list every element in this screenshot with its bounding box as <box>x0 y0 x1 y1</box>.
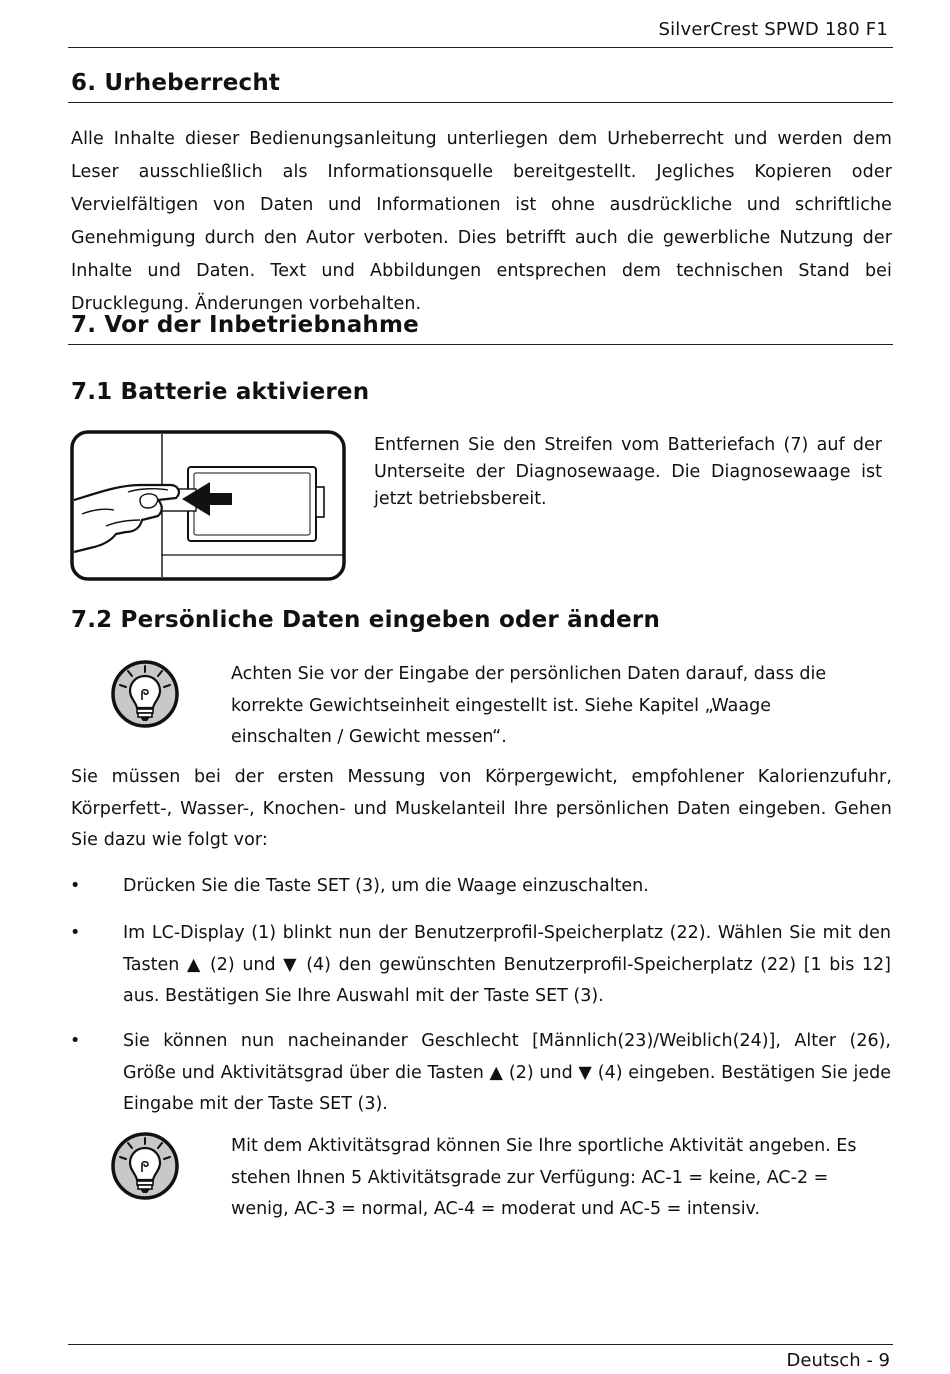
section-7-1-text: Entfernen Sie den Streifen vom Batteriefach (7) auf der Unterseite der Diagnosewaage. Die Diagnosewaage ist jetzt betriebsbereit. <box>374 435 882 509</box>
section-7-2-heading: 7.2 Persönliche Daten eingeben oder ändern <box>71 607 661 633</box>
bullet-marker: • <box>70 1031 81 1051</box>
lightbulb-icon <box>110 659 180 729</box>
bullet-item-3: Sie können nun nacheinander Geschlecht [Männlich(23)/Weiblich(24)], Alter (26), Größe und Aktivitätsgrad über die Tasten ▲ (2) und ▼ (4) eingeben. Bestätigen Sie jede Eingabe mit der Taste SET (3). <box>123 1031 891 1114</box>
bullet-item-1: Drücken Sie die Taste SET (3), um die Waage einzuschalten. <box>123 876 649 896</box>
section-6-rule <box>68 102 893 103</box>
section-7-heading: 7. Vor der Inbetriebnahme <box>71 312 419 338</box>
bullet-item-2: Im LC-Display (1) blinkt nun der Benutzerprofil-Speicherplatz (22). Wählen Sie mit den Tasten ▲ (2) und ▼ (4) den gewünschten Benutzerprofil-Speicherplatz (22) [1 bis 12] aus. Bestätigen Sie Ihre Auswahl mit der Taste SET (3). <box>123 923 891 1006</box>
section-7-1-heading: 7.1 Batterie aktivieren <box>71 379 370 405</box>
battery-strip-illustration <box>70 430 346 581</box>
section-7-2-intro: Sie müssen bei der ersten Messung von Körpergewicht, empfohlener Kalorienzufuhr, Körperfett-, Wasser-, Knochen- und Muskelanteil Ihre persönlichen Daten eingeben. Gehen Sie dazu wie folgt vor: <box>71 767 892 850</box>
header-title: SilverCrest SPWD 180 F1 <box>658 19 888 40</box>
bullet-marker: • <box>70 923 81 943</box>
footer-page-label: Deutsch - 9 <box>786 1350 890 1371</box>
section-7-rule <box>68 344 893 345</box>
bullet-marker: • <box>70 876 81 896</box>
section-6-paragraph: Alle Inhalte dieser Bedienungsanleitung unterliegen dem Urheberrecht und werden dem Leser ausschließlich als Informationsquelle bereitgestellt. Jegliches Kopieren oder Vervielfältigen von Daten und Informationen ist ohne ausdrückliche und schriftliche Genehmigung durch den Autor verboten. Dies betrifft auch die gewerbliche Nutzung der Inhalte und Daten. Text und Abbildungen entsprechen dem technischen Stand bei Drucklegung. Änderungen vorbehalten. <box>71 129 892 314</box>
lightbulb-icon <box>110 1131 180 1201</box>
footer-rule <box>68 1344 893 1345</box>
section-6-heading: 6. Urheberrecht <box>71 70 281 96</box>
note-1-text: Achten Sie vor der Eingabe der persönlichen Daten darauf, dass die korrekte Gewichtseinheit eingestellt ist. Siehe Kapitel „Waage einschalten / Gewicht messen“. <box>231 664 827 747</box>
note-2-text: Mit dem Aktivitätsgrad können Sie Ihre sportliche Aktivität angeben. Es stehen Ihnen 5 Aktivitätsgrade zur Verfügung: AC-1 = keine, AC-2 = wenig, AC-3 = normal, AC-4 = moderat und AC-5 = intensiv. <box>231 1136 857 1219</box>
header-rule <box>68 47 893 48</box>
